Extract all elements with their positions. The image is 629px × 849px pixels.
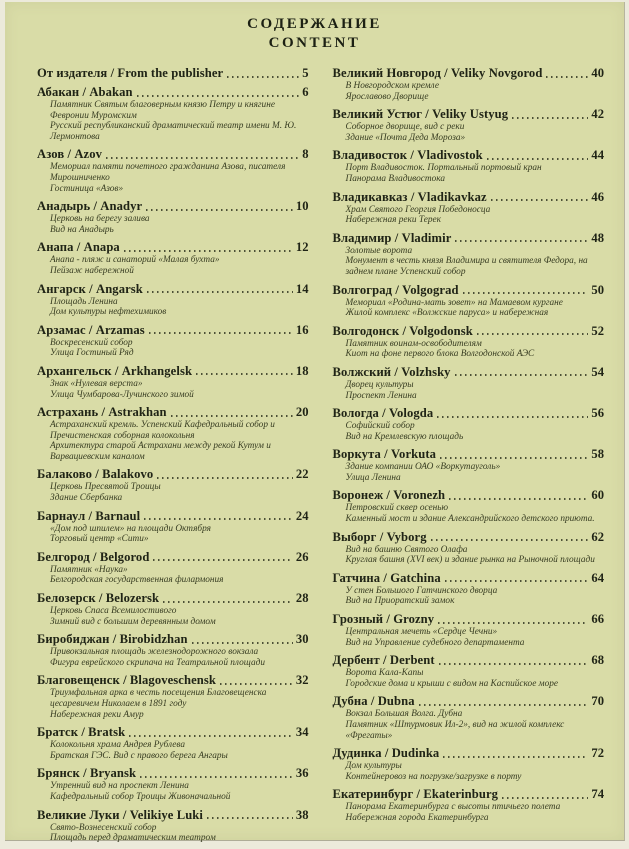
entry-page-number: 16 (295, 322, 309, 337)
entry-caption: Памятник «Штурмовик Ил-2», вид на жилой комплекс «Фрегаты» (345, 720, 565, 741)
toc-entry-head (37, 591, 309, 605)
entry-caption: Знак «Нулевая верста» (50, 378, 143, 389)
entry-caption: Церковь Пресвятой Троицы (50, 482, 161, 493)
toc-columns (5, 66, 624, 849)
entry-page-number: 44 (591, 148, 604, 163)
entry-captions (50, 823, 305, 844)
entry-title: Белозерск / Belozersk (37, 591, 160, 606)
entry-page-number: 8 (302, 147, 309, 162)
toc-entry (37, 591, 309, 627)
toc-entry (333, 148, 605, 184)
entry-caption: Площадь Ленина (50, 296, 118, 307)
entry-title: Арзамас / Arzamas (37, 322, 145, 337)
toc-entry (333, 66, 605, 102)
entry-captions (346, 81, 601, 102)
entry-page-number: 20 (295, 405, 309, 420)
toc-entry-head (333, 231, 605, 245)
entry-page-number: 30 (295, 632, 309, 647)
toc-entry (333, 530, 605, 566)
toc-entry (333, 190, 605, 226)
entry-captions (50, 565, 305, 586)
entry-title: Волгодонск / Volgodonsk (332, 323, 473, 338)
entry-title: Воронеж / Voronezh (332, 488, 446, 503)
entry-page-number: 58 (591, 447, 604, 462)
dot-leader (157, 477, 293, 479)
entry-caption: Кафедральный собор Троицы Живоначальной (50, 791, 231, 802)
entry-caption: Торговый центр «Сити» (50, 534, 149, 545)
entry-captions (346, 122, 601, 143)
entry-title: Ангарск / Angarsk (37, 281, 143, 296)
toc-entry-head (333, 324, 605, 338)
toc-entry-head (333, 488, 605, 502)
entry-page-number: 64 (591, 570, 604, 585)
entry-title: Великий Новгород / Veliky Novgorod (332, 66, 543, 80)
dot-leader (455, 374, 589, 376)
toc-entry-head (37, 282, 309, 296)
toc-entry (333, 694, 605, 741)
entry-caption: Набережная реки Терек (345, 215, 441, 226)
entry-page-number: 28 (295, 591, 309, 606)
entry-caption: Петровский сквер осенью (345, 503, 449, 514)
toc-entry-head (333, 746, 605, 760)
dot-leader (171, 415, 293, 417)
toc-entry (37, 147, 309, 194)
toc-entry-head (37, 199, 309, 213)
dot-leader (140, 776, 293, 778)
entry-captions (346, 246, 601, 278)
entry-caption: Колокольня храма Андрея Рублева (50, 740, 186, 751)
toc-entry-head (333, 530, 605, 544)
entry-caption: Привокзальная площадь железнодорожного вокзала (50, 647, 259, 658)
entry-title: Барнаул / Barnaul (37, 508, 141, 523)
entry-captions (346, 380, 601, 401)
entry-caption: Улица Ленина (345, 472, 401, 483)
entry-page-number: 66 (591, 612, 604, 627)
entry-caption: Памятник Святым благоверным князю Петру и княгине Февронии Муромским (50, 100, 275, 121)
toc-entry (37, 808, 309, 844)
entry-captions (346, 586, 601, 607)
entry-caption: Астраханский кремль. Успенский Кафедральный собор и Пречистенская соборная колокольня (50, 420, 275, 441)
entry-title: Вологда / Vologda (332, 406, 434, 421)
toc-entry-head (333, 571, 605, 585)
toc-entry (333, 787, 605, 823)
page-title-en: CONTENT (268, 35, 361, 51)
entry-caption: Утренний вид на проспект Ленина (50, 781, 189, 792)
toc-entry (37, 199, 309, 235)
entry-page-number: 24 (295, 508, 309, 523)
dot-leader (146, 209, 293, 211)
toc-entry (37, 240, 309, 276)
entry-caption: Фигура еврейского скрипача на Театральной площади (50, 657, 265, 668)
entry-captions (50, 740, 305, 761)
entry-caption: Вокзал Большая Волга. Дубна (345, 709, 463, 720)
toc-entry (333, 653, 605, 689)
dot-leader (129, 735, 293, 737)
entry-page-number: 40 (591, 66, 604, 80)
dot-leader (546, 76, 588, 78)
entry-caption: Панорама Екатеринбурга с высоты птичьего полета (345, 802, 561, 813)
dot-leader (512, 117, 588, 119)
entry-page-number: 62 (591, 529, 604, 544)
entry-page-number: 38 (295, 807, 309, 822)
toc-entry-head (333, 283, 605, 297)
entry-caption: Контейнеровоз на погрузке/загрузке в порту (345, 771, 522, 782)
toc-entry (37, 550, 309, 586)
entry-page-number: 12 (295, 240, 309, 255)
entry-caption: Ворота Кала-Капы (345, 668, 424, 679)
toc-entry-head (333, 148, 605, 162)
entry-caption: Жилой комплекс «Волжские паруса» и набережная (345, 308, 549, 319)
entry-title: Биробиджан / Birobidzhan (37, 632, 188, 647)
entry-caption: Круглая башня (XVI век) и здание рынка на Рыночной площади (345, 555, 595, 566)
toc-entry-head (333, 612, 605, 626)
entry-caption: Каменный мост и здание Александрийского детского приюта. (345, 514, 595, 525)
dot-leader (227, 76, 299, 78)
entry-title: Астрахань / Astrakhan (37, 405, 167, 420)
entry-caption: Церковь Спаса Всемилостивого (50, 606, 177, 617)
entry-title: Дудинка / Dudinka (332, 746, 440, 761)
entry-page-number: 68 (591, 653, 604, 668)
entry-captions (346, 761, 601, 782)
dot-leader (463, 292, 589, 294)
toc-entry-head (37, 240, 309, 254)
toc-entry-head (37, 323, 309, 337)
entry-caption: Набережная реки Амур (50, 709, 144, 720)
toc-entry (37, 282, 309, 318)
entry-title: Братск / Bratsk (37, 725, 126, 740)
toc-entry (37, 725, 309, 761)
entry-title: Грозный / Grozny (332, 612, 435, 627)
entry-caption: В Новгородском кремле (345, 81, 439, 91)
toc-entry (37, 673, 309, 720)
toc-entry (333, 406, 605, 442)
entry-caption: Здание Сбербанка (50, 493, 123, 504)
entry-captions (346, 709, 601, 741)
toc-entry-head (37, 509, 309, 523)
dot-leader (196, 373, 293, 375)
toc-entry (333, 488, 605, 524)
entry-caption: Дом культуры (345, 761, 402, 772)
entry-caption: Порт Владивосток. Портальный портовый кран (345, 163, 542, 174)
dot-leader (220, 683, 293, 685)
entry-captions (50, 162, 305, 194)
entry-captions (50, 255, 305, 276)
dot-leader (445, 580, 589, 582)
entry-captions (50, 379, 305, 400)
entry-page-number: 46 (591, 189, 604, 204)
dot-leader (144, 518, 293, 520)
entry-page-number: 22 (295, 467, 309, 482)
entry-page-number: 6 (302, 85, 309, 99)
entry-captions (346, 163, 601, 184)
entry-captions (346, 205, 601, 226)
toc-entry (37, 467, 309, 503)
entry-title: Анадырь / Anadyr (37, 199, 143, 214)
entry-title: Дубна / Dubna (332, 694, 415, 709)
entry-caption: Соборное дворище, вид с реки (345, 122, 465, 133)
dot-leader (124, 250, 293, 252)
toc-entry (333, 571, 605, 607)
dot-leader (163, 601, 293, 603)
entry-caption: Вид на Кремлевскую площадь (345, 431, 464, 442)
entry-captions (346, 462, 601, 483)
entry-caption: Триумфальная арка в честь посещения Благовещенска цесаревичем Николаем в 1891 году (50, 688, 267, 709)
entry-title: Выборг / Vyborg (332, 529, 427, 544)
entry-captions (50, 688, 305, 720)
dot-leader (440, 457, 588, 459)
entry-page-number: 54 (591, 364, 604, 379)
toc-entry-head (333, 653, 605, 667)
toc-entry-head (37, 673, 309, 687)
entry-captions (346, 339, 601, 360)
entry-caption: «Дом под шпилем» на площади Октября (50, 523, 211, 534)
entry-caption: Здание компании ОАО «Воркутауголь» (345, 462, 501, 473)
entry-captions (50, 100, 305, 142)
entry-caption: Дворец культуры (345, 379, 414, 390)
dot-leader (149, 332, 293, 334)
entry-caption: Мемориал памяти почетного гражданина Азова, писателя Мирошниченко (50, 162, 286, 183)
entry-captions (50, 524, 305, 545)
scanned-toc-page (5, 2, 625, 844)
entry-page-number: 60 (591, 488, 604, 503)
entry-caption: Свято-Вознесенский собор (50, 822, 157, 833)
toc-entry (37, 323, 309, 359)
entry-captions (346, 503, 601, 524)
entry-title: От издателя / From the publisher (37, 66, 224, 80)
entry-title: Гатчина / Gatchina (332, 570, 441, 585)
entry-caption: Воскресенский собор (50, 337, 133, 348)
entry-caption: Панорама Владивостока (345, 173, 445, 184)
entry-caption: Проспект Ленина (345, 390, 417, 401)
entry-captions (346, 627, 601, 648)
entry-caption: Русский республиканский драматический театр имени М. Ю. Лермонтова (50, 121, 297, 142)
entry-caption: Софийский собор (345, 421, 415, 432)
page-title-ru: СОДЕРЖАНИЕ (247, 16, 382, 32)
entry-caption: Вид на Анадырь (50, 224, 114, 235)
entry-title: Волгоград / Volgograd (332, 282, 459, 297)
entry-title: Архангельск / Arkhangelsk (37, 363, 193, 378)
entry-title: Дербент / Derbent (332, 653, 435, 668)
entry-captions (50, 781, 305, 802)
dot-leader (449, 498, 588, 500)
entry-page-number: 34 (295, 725, 309, 740)
entry-caption: Набережная города Екатеринбурга (345, 812, 489, 823)
toc-entry-head (37, 766, 309, 780)
entry-title: Абакан / Abakan (37, 85, 133, 99)
toc-entry (333, 231, 605, 278)
toc-entry-head (37, 66, 309, 80)
entry-title: Брянск / Bryansk (37, 766, 137, 781)
dot-leader (147, 291, 293, 293)
entry-caption: Анапа - пляж и санаторий «Малая бухта» (50, 255, 220, 266)
toc-entry-head (37, 632, 309, 646)
entry-page-number: 50 (591, 282, 604, 297)
entry-caption: Гостиница «Азов» (50, 183, 124, 194)
toc-entry-head (37, 147, 309, 161)
toc-entry-head (333, 190, 605, 204)
toc-entry (333, 107, 605, 143)
toc-entry (37, 405, 309, 462)
entry-page-number: 48 (591, 230, 604, 245)
dot-leader (153, 559, 292, 561)
dot-leader (439, 663, 589, 665)
entry-captions (346, 545, 601, 566)
toc-entry (333, 324, 605, 360)
toc-column-right (333, 66, 605, 849)
entry-page-number: 14 (295, 281, 309, 296)
toc-entry (333, 612, 605, 648)
entry-title: Балаково / Balakovo (37, 467, 154, 482)
entry-captions (50, 647, 305, 668)
entry-caption: Пейзаж набережной (50, 265, 134, 276)
entry-caption: Киот на фоне первого блока Волгодонской АЭС (345, 349, 535, 360)
toc-entry-head (37, 405, 309, 419)
entry-captions (50, 214, 305, 235)
entry-title: Белгород / Belgorod (37, 549, 150, 564)
entry-title: Благовещенск / Blagoveschensk (37, 673, 216, 688)
toc-entry (37, 85, 309, 142)
entry-caption: Центральная мечеть «Сердце Чечни» (345, 627, 498, 638)
toc-entry-head (333, 66, 605, 80)
entry-caption: Церковь на берегу залива (50, 214, 150, 225)
entry-page-number: 52 (591, 323, 604, 338)
page-title (5, 15, 624, 53)
entry-title: Владикавказ / Vladikavkaz (332, 189, 487, 204)
entry-caption: Зимний вид с большим деревянным домом (50, 616, 216, 627)
entry-page-number: 18 (295, 363, 309, 378)
entry-caption: Храм Святого Георгия Победоносца (345, 204, 491, 215)
entry-caption: Вид на Управление судебного департамента (345, 637, 525, 648)
dot-leader (106, 157, 299, 159)
entry-caption: Памятник воинам-освободителям (345, 338, 482, 349)
entry-title: Анапа / Anapa (37, 240, 120, 255)
entry-captions (346, 668, 601, 689)
entry-captions (346, 802, 601, 823)
toc-entry (37, 766, 309, 802)
entry-caption: Улица Чумбарова-Лучинского зимой (50, 389, 194, 400)
toc-entry (37, 509, 309, 545)
entry-caption: Улица Гостиный Ряд (50, 348, 134, 359)
entry-caption: Городские дома и крыши с видом на Каспийское море (345, 678, 559, 689)
entry-page-number: 70 (591, 694, 604, 709)
entry-title: Великий Устюг / Veliky Ustyug (332, 107, 509, 122)
toc-entry (333, 283, 605, 319)
toc-entry (333, 447, 605, 483)
entry-captions (50, 606, 305, 627)
entry-caption: Дом культуры нефтехимиков (50, 307, 167, 318)
entry-caption: Мемориал «Родина-мать зовет» на Мамаевом кургане (345, 297, 563, 308)
toc-entry-head (333, 787, 605, 801)
toc-entry (333, 365, 605, 401)
dot-leader (438, 622, 588, 624)
toc-entry (333, 746, 605, 782)
entry-title: Волжский / Volzhsky (332, 364, 451, 379)
entry-title: Екатеринбург / Ekaterinburg (332, 787, 499, 802)
toc-entry (37, 66, 309, 80)
entry-page-number: 42 (591, 107, 604, 122)
dot-leader (431, 539, 589, 541)
entry-caption: Вид на Приоратский замок (345, 596, 455, 607)
dot-leader (443, 756, 588, 758)
entry-title: Азов / Azov (37, 147, 103, 162)
entry-page-number: 36 (295, 766, 309, 781)
dot-leader (477, 333, 589, 335)
entry-caption: У стен Большого Гатчинского дворца (345, 585, 498, 596)
entry-caption: Здание «Почта Деда Мороза» (345, 132, 466, 143)
toc-entry-head (333, 107, 605, 121)
entry-page-number: 10 (295, 199, 309, 214)
entry-captions (346, 421, 601, 442)
entry-captions (346, 298, 601, 319)
entry-captions (50, 297, 305, 318)
dot-leader (419, 704, 589, 706)
dot-leader (487, 158, 589, 160)
entry-page-number: 74 (591, 787, 604, 802)
entry-caption: Вид на башню Святого Олафа (345, 544, 468, 555)
toc-entry-head (37, 467, 309, 481)
toc-column-left (37, 66, 309, 849)
entry-page-number: 26 (295, 549, 309, 564)
toc-entry-head (333, 406, 605, 420)
entry-captions (50, 338, 305, 359)
dot-leader (137, 95, 300, 97)
dot-leader (491, 199, 589, 201)
entry-page-number: 5 (302, 66, 309, 80)
toc-entry (37, 364, 309, 400)
entry-page-number: 72 (591, 746, 604, 761)
entry-page-number: 32 (295, 673, 309, 688)
dot-leader (192, 642, 293, 644)
toc-entry-head (37, 550, 309, 564)
entry-caption: Архитектура старой Астрахани между рекой Кутум и Варвациевским каналом (50, 441, 271, 462)
entry-title: Владимир / Vladimir (332, 230, 452, 245)
dot-leader (207, 817, 293, 819)
entry-caption: Братская ГЭС. Вид с правого берега Ангары (50, 750, 228, 761)
entry-title: Владивосток / Vladivostok (332, 148, 483, 163)
entry-captions (50, 420, 305, 462)
toc-entry-head (37, 808, 309, 822)
entry-caption: Монумент в честь князя Владимира и святителя Федора, на заднем плане Успенский собор (345, 256, 588, 277)
entry-caption: Золотые ворота (345, 245, 413, 256)
toc-entry-head (333, 447, 605, 461)
entry-captions (50, 482, 305, 503)
dot-leader (437, 416, 588, 418)
entry-page-number: 56 (591, 406, 604, 421)
dot-leader (455, 240, 588, 242)
entry-caption: Ярославово Дворище (345, 91, 429, 102)
toc-entry (37, 632, 309, 668)
toc-entry-head (37, 364, 309, 378)
toc-entry-head (37, 725, 309, 739)
entry-caption: Площадь перед драматическим театром (50, 833, 216, 844)
toc-entry-head (333, 694, 605, 708)
dot-leader (502, 797, 588, 799)
entry-title: Воркута / Vorkuta (332, 447, 437, 462)
entry-caption: Белгородская государственная филармония (50, 575, 224, 586)
entry-caption: Памятник «Наука» (50, 564, 128, 575)
toc-entry-head (37, 85, 309, 99)
toc-entry-head (333, 365, 605, 379)
entry-title: Великие Луки / Velikiye Luki (37, 807, 204, 822)
